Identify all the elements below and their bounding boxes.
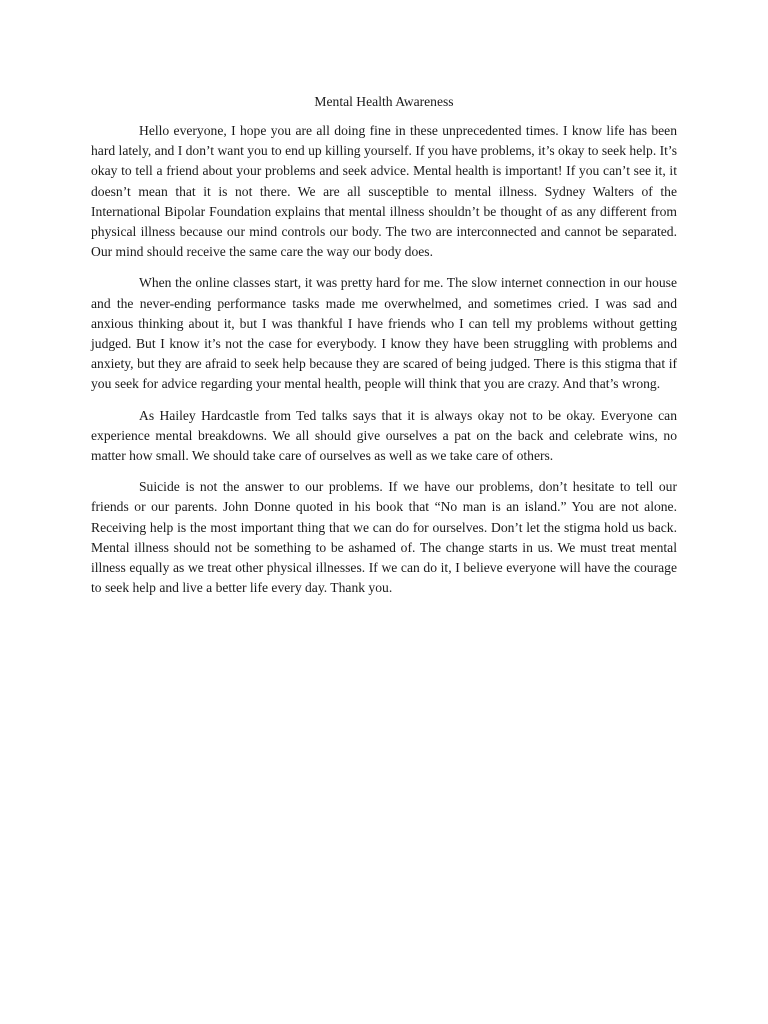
document-title: Mental Health Awareness: [314, 94, 454, 109]
document-body: [91, 121, 677, 609]
paragraph-3: As Hailey Hardcastle from Ted talks says that it is always okay not to be okay. Everyone can experience mental breakdowns. We all should give ourselves a pat on the back and celebrate wins, no matter how small. We should take care of ourselves as well as we take care of others.: [91, 407, 677, 464]
paragraph-4: Suicide is not the answer to our problems. If we have our problems, don’t hesitate to tell our friends or our parents. John Donne quoted in his book that “No man is an island.” You are not alone. Receiving help is the most important thing that we can do for ourselves. Don’t let the stigma hold us back. Mental illness should not be something to be ashamed of. The change starts in us. We must treat mental illness equally as we treat other physical illnesses. If we can do it, I believe everyone will have the courage to seek help and live a better life every day. Thank you.: [91, 479, 677, 596]
paragraph-1: Hello everyone, I hope you are all doing fine in these unprecedented times. I know life has been hard lately, and I don’t want you to end up killing yourself. If you have problems, it’s okay to seek help. It’s okay to tell a friend about your problems and seek advice. Mental health is important! If you can’t see it, it doesn’t mean that it is not there. We are all susceptible to mental illness. Sydney Walters of the International Bipolar Foundation explains that mental illness shouldn’t be thought of as any different from physical illness because our mind controls our body. The two are interconnected and cannot be separated. Our mind should receive the same care the way our body does.: [91, 123, 677, 260]
paragraph-2: When the online classes start, it was pretty hard for me. The slow internet connection in our house and the never-ending performance tasks made me overwhelmed, and sometimes cried. I was sad and anxious thinking about it, but I was thankful I have friends who I can tell my problems without getting judged. But I know it’s not the case for everybody. I know they have been struggling with problems and anxiety, but they are afraid to seek help because they are scared of being judged. There is this stigma that if you seek for advice regarding your mental health, people will think that you are crazy. And that’s wrong.: [91, 275, 677, 392]
